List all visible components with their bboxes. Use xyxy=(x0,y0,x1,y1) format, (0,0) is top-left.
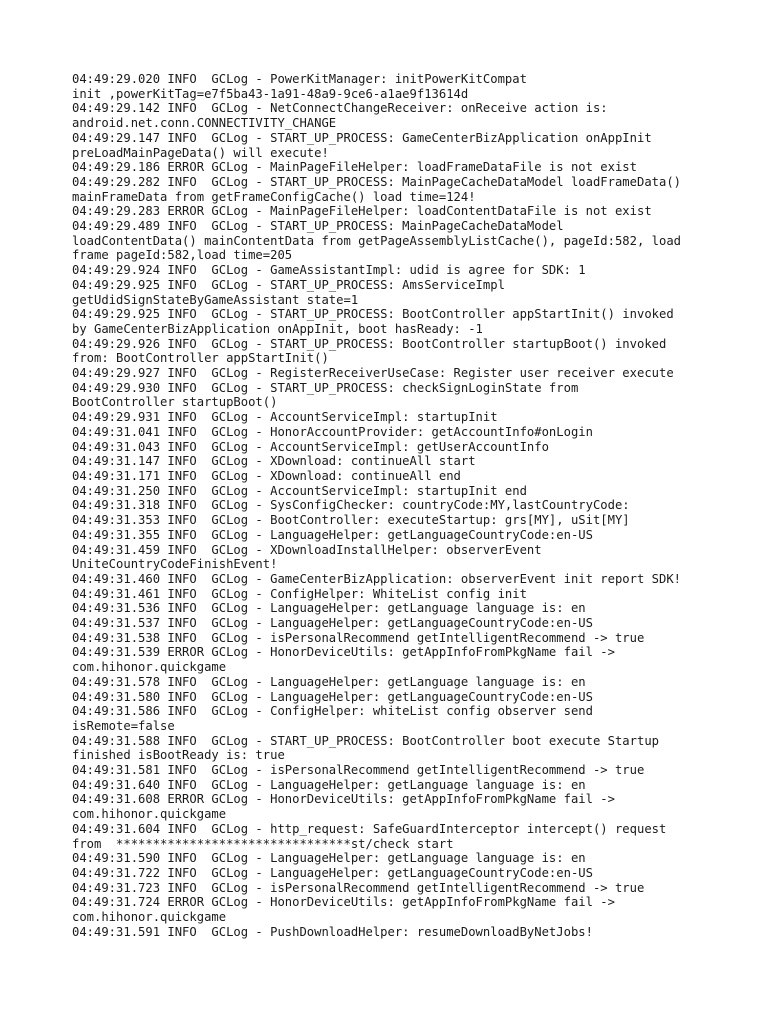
log-line: loadContentData() mainContentData from getPageAssemblyListCache(), pageId:582, load xyxy=(72,233,682,248)
log-line: UniteCountryCodeFinishEvent! xyxy=(72,557,278,572)
log-line: 04:49:31.538 INFO GCLog - isPersonalRecommend getIntelligentRecommend -> true xyxy=(72,630,645,645)
log-document xyxy=(72,72,712,939)
log-line: 04:49:29.930 INFO GCLog - START_UP_PROCESS: checkSignLoginState from xyxy=(72,380,579,395)
log-line: 04:49:29.283 ERROR GCLog - MainPageFileHelper: loadContentDataFile is not exist xyxy=(72,204,652,219)
log-line: 04:49:31.604 INFO GCLog - http_request: SafeGuardInterceptor intercept() request xyxy=(72,821,667,836)
log-line: android.net.conn.CONNECTIVITY_CHANGE xyxy=(72,116,337,131)
log-line: from: BootController appStartInit() xyxy=(72,351,329,366)
log-line: 04:49:31.724 ERROR GCLog - HonorDeviceUtils: getAppInfoFromPkgName fail -> xyxy=(72,895,615,910)
log-line: 04:49:31.590 INFO GCLog - LanguageHelper: getLanguage language is: en xyxy=(72,851,586,866)
log-line: 04:49:29.926 INFO GCLog - START_UP_PROCESS: BootController startupBoot() invoked xyxy=(72,336,667,351)
log-line: 04:49:31.723 INFO GCLog - isPersonalRecommend getIntelligentRecommend -> true xyxy=(72,880,645,895)
log-line: 04:49:31.353 INFO GCLog - BootController: executeStartup: grs[MY], uSit[MY] xyxy=(72,513,630,528)
log-line: 04:49:31.591 INFO GCLog - PushDownloadHelper: resumeDownloadByNetJobs! xyxy=(72,924,593,939)
log-line: 04:49:29.924 INFO GCLog - GameAssistantImpl: udid is agree for SDK: 1 xyxy=(72,263,586,278)
log-line: 04:49:29.927 INFO GCLog - RegisterReceiverUseCase: Register user receiver execute xyxy=(72,366,674,381)
log-line: BootController startupBoot() xyxy=(72,395,278,410)
log-line: 04:49:31.588 INFO GCLog - START_UP_PROCESS: BootController boot execute Startup xyxy=(72,733,659,748)
log-line: 04:49:31.041 INFO GCLog - HonorAccountProvider: getAccountInfo#onLogin xyxy=(72,424,593,439)
log-line: finished isBootReady is: true xyxy=(72,748,285,763)
log-line: 04:49:31.318 INFO GCLog - SysConfigChecker: countryCode:MY,lastCountryCode: xyxy=(72,498,630,513)
log-line: 04:49:31.640 INFO GCLog - LanguageHelper: getLanguage language is: en xyxy=(72,777,586,792)
log-line: 04:49:29.925 INFO GCLog - START_UP_PROCESS: BootController appStartInit() invoked xyxy=(72,307,674,322)
log-line: 04:49:29.020 INFO GCLog - PowerKitManager: initPowerKitCompat xyxy=(72,72,527,86)
log-line: 04:49:31.250 INFO GCLog - AccountServiceImpl: startupInit end xyxy=(72,483,527,498)
log-line: isRemote=false xyxy=(72,718,175,733)
log-line: 04:49:29.186 ERROR GCLog - MainPageFileHelper: loadFrameDataFile is not exist xyxy=(72,160,637,175)
log-line: init ,powerKitTag=e7f5ba43-1a91-48a9-9ce6-a1ae9f13614d xyxy=(72,86,469,101)
log-line: 04:49:31.581 INFO GCLog - isPersonalRecommend getIntelligentRecommend -> true xyxy=(72,763,645,778)
log-line: 04:49:31.460 INFO GCLog - GameCenterBizApplication: observerEvent init report SDK! xyxy=(72,571,682,586)
log-line: preLoadMainPageData() will execute! xyxy=(72,145,329,160)
log-line: 04:49:31.580 INFO GCLog - LanguageHelper: getLanguageCountryCode:en-US xyxy=(72,689,593,704)
log-line: 04:49:31.539 ERROR GCLog - HonorDeviceUtils: getAppInfoFromPkgName fail -> xyxy=(72,645,615,660)
log-line: 04:49:31.586 INFO GCLog - ConfigHelper: whiteList config observer send xyxy=(72,704,593,719)
log-line: 04:49:29.282 INFO GCLog - START_UP_PROCESS: MainPageCacheDataModel loadFrameData() xyxy=(72,174,682,189)
log-line: 04:49:29.925 INFO GCLog - START_UP_PROCESS: AmsServiceImpl xyxy=(72,277,505,292)
log-line: 04:49:29.931 INFO GCLog - AccountServiceImpl: startupInit xyxy=(72,410,498,425)
log-line: 04:49:29.489 INFO GCLog - START_UP_PROCESS: MainPageCacheDataModel xyxy=(72,219,564,234)
log-line: 04:49:31.461 INFO GCLog - ConfigHelper: WhiteList config init xyxy=(72,586,527,601)
log-line: 04:49:31.355 INFO GCLog - LanguageHelper: getLanguageCountryCode:en-US xyxy=(72,527,593,542)
log-line: com.hihonor.quickgame xyxy=(72,807,227,822)
log-line: 04:49:29.147 INFO GCLog - START_UP_PROCESS: GameCenterBizApplication onAppInit xyxy=(72,130,652,145)
log-line: getUdidSignStateByGameAssistant state=1 xyxy=(72,292,359,307)
log-line: 04:49:31.536 INFO GCLog - LanguageHelper: getLanguage language is: en xyxy=(72,601,586,616)
log-line: 04:49:31.537 INFO GCLog - LanguageHelper: getLanguageCountryCode:en-US xyxy=(72,616,593,631)
log-line: com.hihonor.quickgame xyxy=(72,910,227,925)
log-line: from ********************************st/check start xyxy=(72,836,454,851)
log-line: by GameCenterBizApplication onAppInit, boot hasReady: -1 xyxy=(72,321,483,336)
log-line: 04:49:31.578 INFO GCLog - LanguageHelper: getLanguage language is: en xyxy=(72,674,586,689)
log-line: 04:49:29.142 INFO GCLog - NetConnectChangeReceiver: onReceive action is: xyxy=(72,101,608,116)
log-line: 04:49:31.608 ERROR GCLog - HonorDeviceUtils: getAppInfoFromPkgName fail -> xyxy=(72,792,615,807)
log-line: 04:49:31.171 INFO GCLog - XDownload: continueAll end xyxy=(72,468,461,483)
log-line: com.hihonor.quickgame xyxy=(72,660,227,675)
log-line: 04:49:31.459 INFO GCLog - XDownloadInstallHelper: observerEvent xyxy=(72,542,542,557)
log-line: frame pageId:582,load time=205 xyxy=(72,248,293,263)
log-line: 04:49:31.722 INFO GCLog - LanguageHelper: getLanguageCountryCode:en-US xyxy=(72,865,593,880)
log-line: 04:49:31.043 INFO GCLog - AccountServiceImpl: getUserAccountInfo xyxy=(72,439,549,454)
log-body xyxy=(72,72,712,939)
log-line: 04:49:31.147 INFO GCLog - XDownload: continueAll start xyxy=(72,454,476,469)
log-line: mainFrameData from getFrameConfigCache() load time=124! xyxy=(72,189,476,204)
